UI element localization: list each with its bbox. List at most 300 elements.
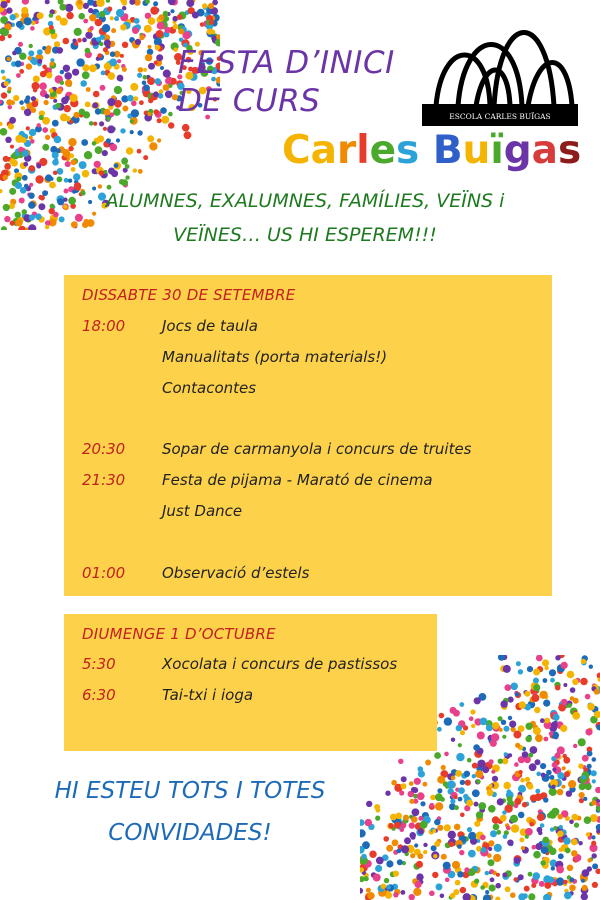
confetti-dot	[521, 846, 525, 850]
confetti-dot	[137, 149, 142, 154]
confetti-dot	[540, 823, 545, 828]
confetti-dot	[45, 94, 50, 99]
confetti-dot	[536, 772, 541, 777]
confetti-dot	[102, 150, 108, 156]
confetti-dot	[592, 779, 596, 783]
confetti-dot	[485, 890, 489, 894]
confetti-dot	[581, 879, 585, 883]
confetti-dot	[510, 815, 518, 823]
confetti-dot	[529, 763, 537, 771]
confetti-dot	[544, 882, 551, 889]
school-name-letter: a	[310, 128, 337, 173]
confetti-dot	[439, 713, 445, 719]
confetti-dot	[409, 799, 414, 804]
confetti-dot	[393, 892, 398, 897]
confetti-dot	[493, 824, 500, 831]
confetti-dot	[517, 794, 521, 798]
confetti-dot	[71, 167, 76, 172]
confetti-dot	[56, 15, 62, 21]
confetti-dot	[79, 161, 87, 169]
confetti-dot	[44, 100, 49, 105]
confetti-dot	[584, 816, 592, 824]
confetti-dot	[59, 216, 65, 222]
confetti-dot	[93, 122, 97, 126]
confetti-dot	[26, 126, 30, 130]
confetti-dot	[99, 11, 106, 18]
confetti-dot	[145, 54, 152, 61]
confetti-dot	[15, 212, 21, 218]
confetti-dot	[528, 753, 533, 758]
confetti-dot	[514, 798, 521, 805]
confetti-dot	[367, 892, 374, 899]
confetti-dot	[160, 66, 164, 70]
confetti-dot	[569, 885, 576, 892]
confetti-dot	[35, 213, 42, 220]
confetti-dot	[178, 28, 184, 34]
confetti-dot	[582, 755, 589, 762]
confetti-dot	[465, 780, 471, 786]
confetti-dot	[77, 38, 82, 43]
confetti-dot	[543, 797, 548, 802]
confetti-dot	[500, 700, 507, 707]
confetti-dot	[527, 784, 533, 790]
confetti-dot	[409, 822, 415, 828]
confetti-dot	[202, 3, 207, 8]
confetti-dot	[571, 839, 578, 846]
confetti-dot	[474, 802, 479, 807]
confetti-dot	[0, 122, 3, 126]
confetti-dot	[159, 23, 164, 28]
confetti-dot	[563, 837, 571, 845]
confetti-dot	[207, 29, 213, 35]
confetti-dot	[80, 80, 87, 87]
confetti-dot	[515, 743, 520, 748]
confetti-dot	[104, 109, 111, 116]
confetti-dot	[476, 779, 481, 784]
confetti-dot	[63, 204, 67, 208]
confetti-dot	[64, 189, 69, 194]
confetti-dot	[592, 757, 597, 762]
confetti-dot	[478, 802, 486, 810]
confetti-dot	[137, 130, 142, 135]
confetti-dot	[95, 108, 101, 114]
confetti-dot	[142, 81, 147, 86]
confetti-dot	[401, 845, 409, 853]
schedule-panel-sunday	[64, 614, 437, 751]
confetti-dot	[583, 797, 587, 801]
confetti-dot	[441, 854, 447, 860]
confetti-dot	[120, 24, 126, 30]
confetti-dot	[99, 121, 104, 126]
confetti-dot	[503, 834, 508, 839]
confetti-dot	[591, 835, 595, 839]
confetti-dot	[33, 88, 37, 92]
confetti-dot	[476, 811, 483, 818]
confetti-dot	[164, 27, 170, 33]
confetti-dot	[369, 851, 376, 858]
confetti-dot	[130, 119, 134, 123]
confetti-dot	[469, 716, 474, 721]
confetti-dot	[440, 797, 445, 802]
confetti-dot	[57, 168, 64, 175]
confetti-dot	[563, 757, 570, 764]
confetti-dot	[130, 83, 138, 91]
confetti-dot	[445, 878, 450, 883]
confetti-dot	[143, 75, 148, 80]
confetti-dot	[81, 139, 88, 146]
confetti-dot	[578, 738, 586, 746]
confetti-dot	[393, 871, 399, 877]
confetti-dot	[15, 135, 23, 143]
confetti-dot	[561, 699, 568, 706]
confetti-dot	[4, 163, 11, 170]
confetti-dot	[504, 752, 508, 756]
confetti-dot	[567, 703, 572, 708]
confetti-dot	[448, 831, 456, 839]
confetti-dot	[108, 72, 116, 80]
confetti-dot	[455, 770, 462, 777]
schedule-activity: Xocolata i concurs de pastissos	[162, 655, 398, 673]
confetti-dot	[460, 780, 465, 785]
confetti-dot	[540, 718, 545, 723]
confetti-dot	[540, 763, 546, 769]
confetti-dot	[103, 127, 107, 131]
confetti-dot	[57, 176, 63, 182]
confetti-dot	[37, 123, 41, 127]
confetti-dot	[100, 35, 105, 40]
confetti-dot	[163, 70, 171, 78]
confetti-dot	[475, 770, 483, 778]
confetti-dot	[507, 840, 513, 846]
confetti-dot	[165, 78, 172, 85]
confetti-dot	[464, 771, 470, 777]
confetti-dot	[436, 883, 443, 890]
confetti-dot	[404, 837, 411, 844]
confetti-dot	[71, 159, 77, 165]
confetti-dot	[458, 797, 463, 802]
confetti-dot	[89, 121, 94, 126]
confetti-dot	[32, 101, 39, 108]
confetti-dot	[460, 813, 465, 818]
confetti-dot	[22, 150, 29, 157]
confetti-dot	[28, 56, 32, 60]
confetti-dot	[435, 802, 443, 810]
schedule-panel-saturday	[64, 275, 552, 596]
confetti-dot	[414, 778, 421, 785]
confetti-dot	[117, 59, 121, 63]
confetti-dot	[72, 69, 79, 76]
confetti-dot	[444, 717, 452, 725]
confetti-dot	[409, 894, 415, 900]
confetti-dot	[64, 96, 70, 102]
confetti-dot	[533, 851, 541, 859]
confetti-dot	[460, 730, 465, 735]
confetti-dot	[552, 768, 556, 772]
confetti-dot	[13, 95, 19, 101]
confetti-dot	[510, 892, 516, 898]
confetti-dot	[432, 872, 438, 878]
confetti-dot	[93, 91, 100, 98]
confetti-dot	[423, 850, 427, 854]
school-name-letter: u	[462, 128, 491, 173]
confetti-dot	[423, 782, 428, 787]
confetti-dot	[456, 753, 464, 761]
confetti-dot	[570, 687, 576, 693]
confetti-dot	[10, 14, 16, 20]
confetti-dot	[1, 226, 7, 230]
confetti-dot	[540, 860, 545, 865]
confetti-dot	[551, 808, 559, 816]
confetti-dot	[73, 173, 80, 180]
confetti-dot	[467, 758, 472, 763]
confetti-dot	[31, 58, 38, 65]
confetti-dot	[130, 130, 134, 134]
confetti-dot	[24, 109, 32, 117]
confetti-dot	[138, 169, 143, 174]
confetti-dot	[409, 832, 416, 839]
confetti-dot	[563, 880, 568, 885]
confetti-dot	[132, 27, 139, 34]
school-name-letter: s	[557, 128, 582, 173]
confetti-dot	[497, 798, 504, 805]
confetti-dot	[496, 830, 501, 835]
confetti-dot	[107, 6, 112, 11]
confetti-dot	[578, 841, 582, 845]
confetti-dot	[53, 99, 57, 103]
confetti-dot	[212, 35, 217, 40]
confetti-dot	[549, 848, 557, 856]
confetti-dot	[15, 60, 22, 67]
confetti-dot	[4, 216, 10, 222]
confetti-dot	[481, 847, 487, 853]
confetti-dot	[19, 198, 25, 204]
confetti-dot	[364, 876, 369, 881]
confetti-dot	[100, 85, 106, 91]
confetti-dot	[392, 839, 399, 846]
confetti-dot	[429, 803, 434, 808]
school-logo-text: ESCOLA CARLES BUÏGAS	[449, 112, 551, 121]
confetti-dot	[504, 782, 511, 789]
confetti-dot	[557, 789, 564, 796]
confetti-dot	[38, 203, 45, 210]
confetti-dot	[585, 728, 592, 735]
confetti-dot	[89, 26, 93, 30]
schedule-activity: Jocs de taula	[162, 317, 258, 335]
confetti-dot	[487, 789, 494, 796]
school-name-letter	[419, 128, 433, 173]
confetti-dot	[163, 84, 170, 91]
confetti-dot	[525, 835, 529, 839]
schedule-time: 6:30	[82, 686, 116, 704]
confetti-dot	[68, 179, 72, 183]
confetti-dot	[208, 3, 214, 9]
confetti-dot	[120, 54, 124, 58]
confetti-dot	[7, 57, 11, 61]
confetti-dot	[395, 813, 402, 820]
confetti-dot	[533, 684, 540, 691]
school-name-letter: e	[369, 128, 397, 173]
confetti-dot	[148, 17, 156, 25]
confetti-dot	[84, 151, 92, 159]
confetti-dot	[107, 125, 115, 133]
confetti-dot	[495, 897, 500, 900]
confetti-dot	[59, 4, 66, 11]
confetti-dot	[455, 880, 461, 886]
confetti-dot	[122, 67, 127, 72]
confetti-dot	[555, 685, 561, 691]
confetti-dot	[126, 147, 133, 154]
confetti-dot	[535, 789, 540, 794]
confetti-dot	[22, 175, 28, 181]
confetti-dot	[451, 776, 456, 781]
confetti-dot	[45, 0, 50, 4]
confetti-dot	[9, 117, 16, 124]
confetti-dot	[506, 826, 511, 831]
confetti-dot	[64, 72, 72, 80]
confetti-dot	[31, 96, 36, 101]
confetti-dot	[501, 720, 506, 725]
confetti-dot	[508, 753, 512, 757]
confetti-dot	[533, 727, 541, 735]
confetti-dot	[2, 175, 7, 180]
confetti-dot	[474, 879, 479, 884]
confetti-dot	[374, 804, 380, 810]
confetti-dot	[15, 152, 19, 156]
confetti-dot	[492, 722, 499, 729]
confetti-dot	[386, 845, 393, 852]
confetti-dot	[173, 24, 179, 30]
confetti-dot	[531, 694, 539, 702]
confetti-dot	[514, 762, 519, 767]
confetti-dot	[571, 850, 578, 857]
confetti-dot	[451, 738, 455, 742]
confetti-dot	[543, 700, 550, 707]
confetti-dot	[49, 13, 54, 18]
confetti-dot	[388, 823, 394, 829]
confetti-dot	[533, 669, 540, 676]
confetti-dot	[122, 106, 128, 112]
confetti-dot	[594, 689, 600, 695]
confetti-dot	[495, 883, 501, 889]
confetti-dot	[122, 6, 126, 10]
confetti-dot	[134, 18, 140, 24]
confetti-dot	[586, 832, 590, 836]
confetti-dot	[522, 802, 528, 808]
confetti-dot	[148, 45, 152, 49]
confetti-dot	[49, 25, 54, 30]
confetti-dot	[502, 735, 506, 739]
confetti-dot	[518, 874, 524, 880]
confetti-dot	[19, 100, 24, 105]
confetti-dot	[434, 841, 440, 847]
confetti-dot	[539, 881, 545, 887]
confetti-dot	[537, 813, 545, 821]
confetti-dot	[139, 35, 144, 40]
confetti-dot	[0, 1, 7, 8]
confetti-dot	[541, 773, 546, 778]
schedule-activity: Observació d’estels	[162, 564, 310, 582]
confetti-dot	[471, 724, 475, 728]
confetti-dot	[525, 777, 530, 782]
confetti-dot	[20, 187, 27, 194]
confetti-dot	[160, 107, 167, 114]
confetti-dot	[552, 762, 558, 768]
schedule-activity: Manualitats (porta materials!)	[162, 348, 388, 366]
confetti-dot	[559, 825, 563, 829]
confetti-dot	[99, 42, 103, 46]
confetti-dot	[143, 85, 150, 92]
school-logo	[418, 8, 578, 128]
school-name-letter: B	[432, 128, 463, 173]
confetti-dot	[375, 865, 382, 872]
confetti-dot	[459, 702, 464, 707]
confetti-dot	[29, 214, 35, 220]
confetti-dot	[361, 854, 367, 860]
confetti-dot	[102, 24, 110, 32]
confetti-dot	[458, 743, 462, 747]
confetti-dot	[28, 50, 34, 56]
confetti-dot	[564, 771, 570, 777]
confetti-dot	[518, 669, 523, 674]
confetti-dot	[29, 44, 33, 48]
confetti-dot	[42, 144, 49, 151]
confetti-dot	[416, 861, 423, 868]
confetti-dot	[473, 744, 480, 751]
confetti-dot	[489, 759, 494, 764]
confetti-dot	[55, 103, 61, 109]
school-name-letter: r	[336, 128, 357, 173]
confetti-dot	[29, 129, 36, 136]
confetti-dot	[111, 28, 116, 33]
confetti-dot	[65, 4, 73, 12]
confetti-dot	[106, 0, 110, 3]
confetti-dot	[85, 102, 91, 108]
confetti-dot	[30, 139, 35, 144]
confetti-dot	[209, 20, 214, 25]
closing-line1: HI ESTEU TOTS I TOTES	[54, 778, 326, 804]
confetti-dot	[418, 828, 424, 834]
confetti-dot	[33, 76, 40, 83]
confetti-dot	[525, 723, 532, 730]
confetti-dot	[413, 888, 421, 896]
confetti-dot	[418, 770, 425, 777]
confetti-dot	[511, 824, 519, 832]
confetti-dot	[524, 691, 530, 697]
confetti-dot	[63, 105, 70, 112]
confetti-dot	[30, 107, 36, 113]
confetti-dot	[143, 68, 147, 72]
confetti-dot	[94, 161, 101, 168]
confetti-dot	[472, 774, 476, 778]
confetti-dot	[57, 198, 64, 205]
confetti-dot	[508, 697, 514, 703]
confetti-dot	[553, 882, 557, 886]
confetti-dot	[574, 823, 579, 828]
confetti-dot	[437, 776, 445, 784]
confetti-dot	[587, 703, 595, 711]
confetti-dot	[525, 736, 532, 743]
confetti-dot	[549, 788, 557, 796]
confetti-dot	[547, 813, 553, 819]
confetti-dot	[410, 853, 415, 858]
confetti-dot	[63, 38, 70, 45]
confetti-dot	[116, 138, 120, 142]
confetti-dot	[502, 810, 506, 814]
confetti-dot	[579, 792, 585, 798]
confetti-dot	[42, 65, 47, 70]
confetti-dot	[528, 872, 533, 877]
confetti-dot	[383, 836, 389, 842]
